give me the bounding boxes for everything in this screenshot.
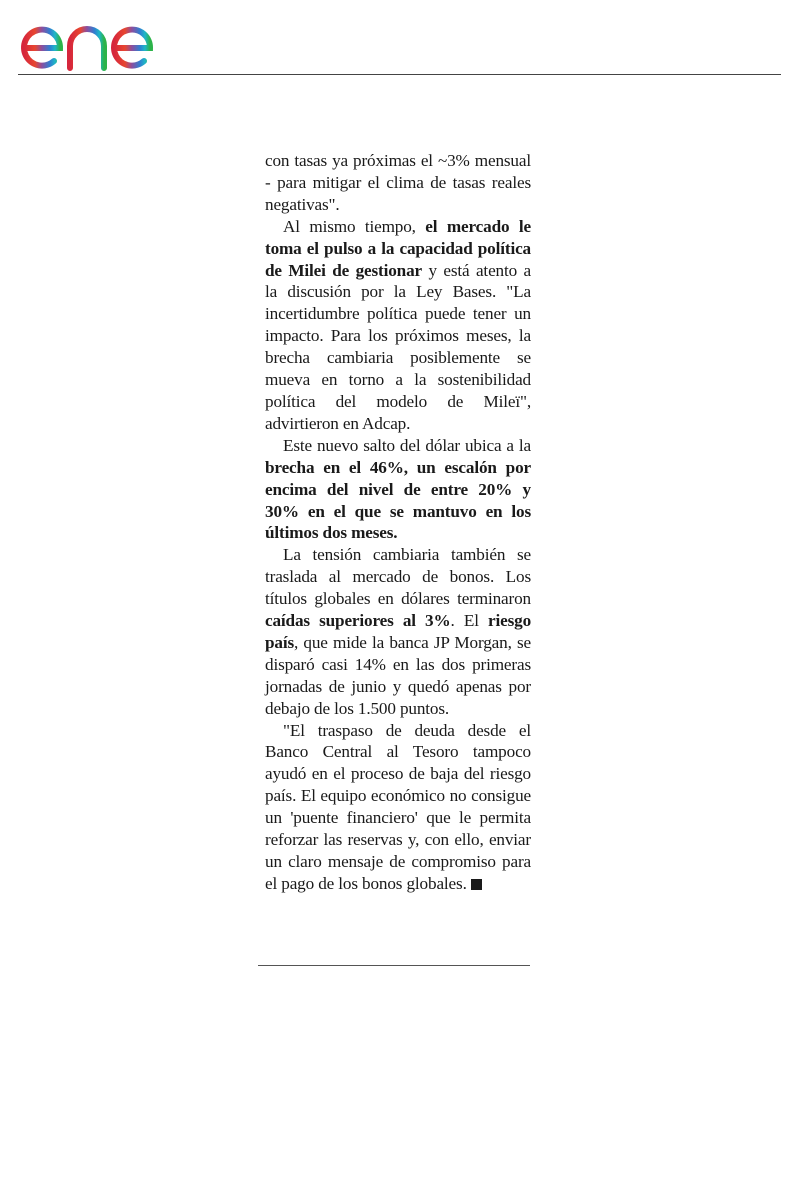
article-body: [265, 150, 531, 895]
highlight-text: caídas superiores al 3%: [265, 611, 451, 631]
highlight-text: riesgo país: [265, 611, 532, 652]
paragraph-text: "El traspaso de deuda desde el Banco Central al Tesoro tampoco ayudó en el proceso de baja del riesgo país. El equipo económico no consigue un 'puente financiero' que le permita reforzar las reservas y, con ello, enviar un claro mensaje de compromiso para el pago de los bonos globales.: [265, 720, 531, 893]
footer-divider: [258, 965, 530, 966]
highlight-text: brecha en el 46%, un escalón por encima del nivel de entre 20% y 30% en el que se mantuvo en los últimos dos meses.: [265, 457, 531, 543]
paragraph-text: La tensión cambiaria también se traslada al mercado de bonos. Los títulos globales en dólares terminaron: [265, 545, 531, 609]
paragraph-text: y está atento a la discusión por la Ley Bases. "La incertidumbre política puede tener un impacto. Para los próximos meses, la brecha cambiaria posiblemente se mueva en torno a la sostenibilidad política del modelo de Mileï", advirtieron en Adcap.: [265, 260, 531, 433]
paragraph-3: [265, 435, 531, 545]
paragraph-text: con tasas ya próximas el ~3% mensual - para mitigar el clima de tasas reales negativas".: [265, 151, 531, 214]
paragraph-4: [265, 544, 531, 719]
header-divider: [18, 74, 781, 75]
paragraph-text: Al mismo tiempo,: [283, 216, 426, 236]
paragraph-1: [265, 150, 531, 216]
enel-logo: [18, 4, 193, 72]
paragraph-text: Este nuevo salto del dólar ubica a la: [283, 435, 531, 455]
end-of-article-mark: [471, 879, 482, 890]
paragraph-text: , que mide la banca JP Morgan, se disparó casi 14% en las dos primeras jornadas de junio y quedó apenas por debajo de los 1.500 puntos.: [265, 632, 531, 718]
paragraph-2: [265, 216, 531, 435]
paragraph-text: . El: [450, 611, 488, 631]
highlight-text: el mercado le toma el pulso a la capacidad política de Milei de gestionar: [265, 216, 532, 280]
paragraph-5: [265, 720, 531, 895]
